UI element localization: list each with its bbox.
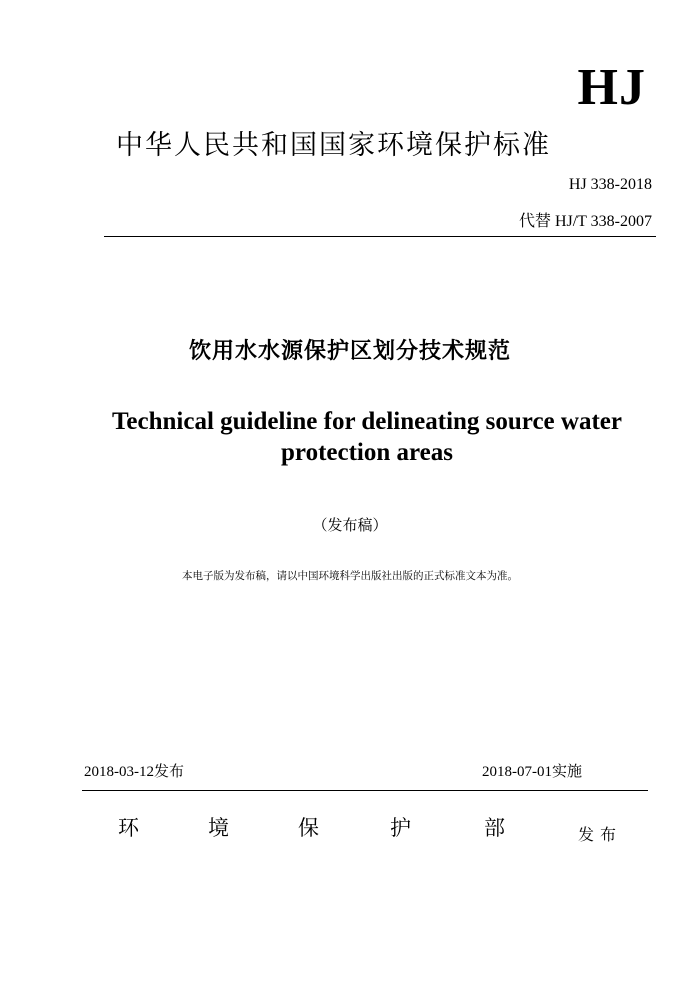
document-title-english: Technical guideline for delineating source water protection areas — [112, 408, 622, 466]
issuer-char-jing: 境 — [208, 816, 229, 840]
edition-note: 本电子版为发布稿，请以中国环境科学出版社出版的正式标准文本为准。 — [182, 570, 518, 582]
issuer-char-hu: 护 — [390, 816, 411, 840]
standard-number: HJ 338-2018 — [568, 176, 652, 193]
issuer-char-bu: 部 — [484, 816, 505, 840]
issue-label: 发布 — [578, 825, 623, 844]
document-title-chinese: 饮用水水源保护区划分技术规范 — [188, 339, 511, 364]
header-divider — [104, 236, 656, 237]
replaces-standard: 代替 HJ/T 338-2007 — [518, 213, 652, 230]
issuer-char-bao: 保 — [298, 816, 319, 840]
issuer-char-huan: 环 — [118, 816, 139, 840]
footer-divider — [82, 790, 648, 791]
hj-logo: HJ — [577, 59, 646, 116]
draft-label: （发布稿） — [312, 516, 388, 534]
release-date: 2018-03-12发布 — [84, 764, 184, 780]
national-standard-title: 中华人民共和国国家环境保护标准 — [116, 130, 551, 161]
implementation-date: 2018-07-01实施 — [482, 764, 582, 780]
